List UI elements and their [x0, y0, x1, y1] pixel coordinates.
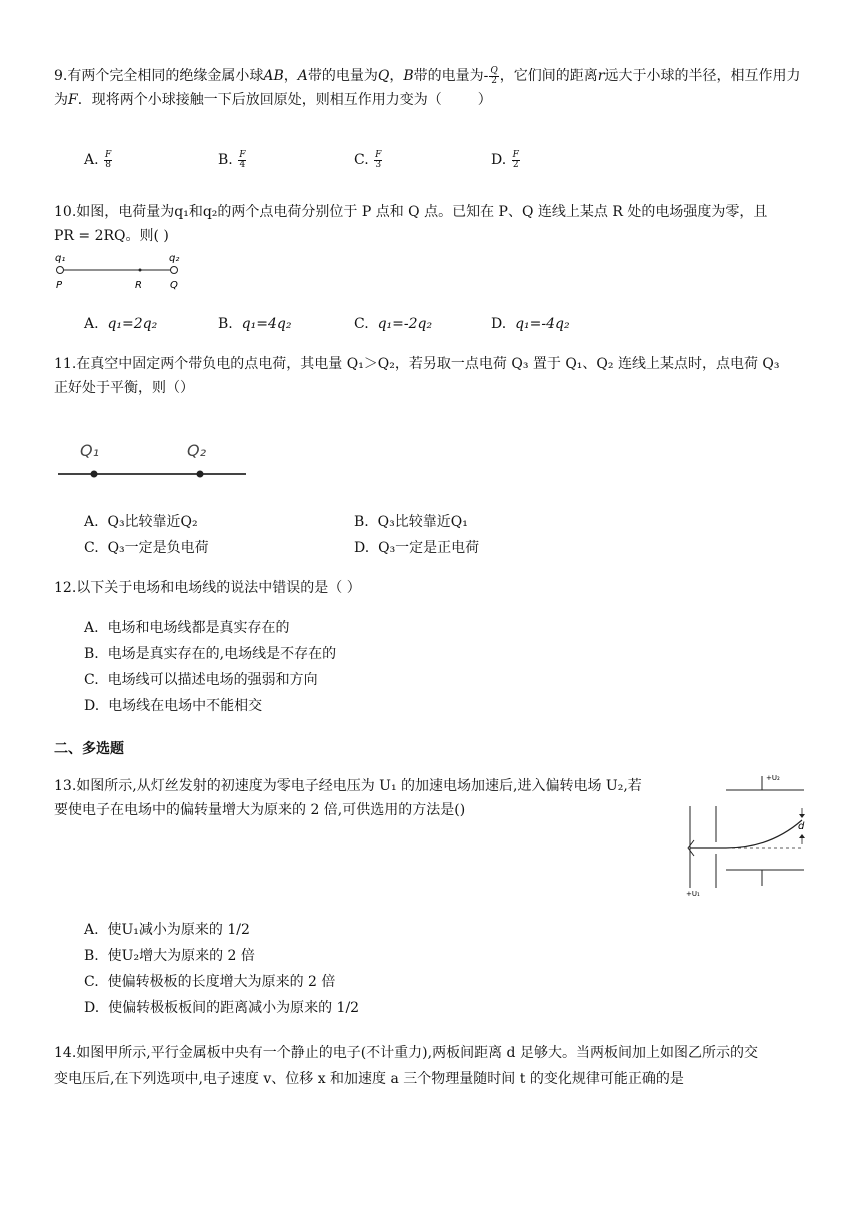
- q11-option-b[interactable]: B. Q₃比较靠近Q₁: [354, 514, 468, 530]
- section-heading: 二、多选题: [54, 741, 124, 757]
- question-14: 14.如图甲所示,平行金属板中央有一个静止的电子(不计重力),两板间距离 d 足够大。当两板间加上如图乙所示的交 变电压后,在下列选项中,电子速度 v、位移 x 和加速度 a 三个物理量随时间 t 的变化规律可能正确的是: [54, 1045, 758, 1087]
- q10-option-c[interactable]: C. q₁=-2q₂: [354, 316, 433, 332]
- q10-figure: [54, 250, 194, 294]
- q11-option-d[interactable]: D. Q₃一定是正电荷: [354, 540, 480, 556]
- q9-option-b[interactable]: B. $\frac{F}{4}$: [218, 149, 246, 170]
- question-number: 12.: [54, 580, 77, 596]
- q13-figure: [682, 768, 816, 898]
- charge-q1-dot: [91, 471, 98, 478]
- charge-p-dot: [57, 267, 64, 274]
- q13-option-a[interactable]: A. 使U₁减小为原来的 1/2: [84, 922, 250, 938]
- q9-option-a[interactable]: A. $\frac{F}{8}$: [84, 149, 112, 170]
- q9-option-d[interactable]: D. $\frac{F}{2}$: [491, 149, 519, 170]
- label-q2: q₂: [169, 253, 180, 264]
- question-11: 11.在真空中固定两个带负电的点电荷，其电量 Q₁＞Q₂，若另取一点电荷 Q₃ 置于 Q₁、Q₂ 连线上某点时，点电荷 Q₃ 正好处于平衡，则（）: [54, 356, 780, 396]
- label-q1: q₁: [55, 253, 66, 264]
- question-number: 9.: [54, 68, 68, 84]
- label-u2: +U₂: [766, 774, 780, 782]
- q13-option-b[interactable]: B. 使U₂增大为原来的 2 倍: [84, 948, 255, 964]
- q13-option-c[interactable]: C. 使偏转极板的长度增大为原来的 2 倍: [84, 974, 336, 990]
- label-r: R: [135, 280, 142, 291]
- q13-option-d[interactable]: D. 使偏转极板板间的距离减小为原来的 1/2: [84, 1000, 360, 1016]
- beam-curve: [726, 820, 802, 848]
- q10-option-a[interactable]: A. q₁=2q₂: [84, 316, 158, 332]
- label-p: P: [56, 280, 63, 291]
- question-9: 9.有两个完全相同的绝缘金属小球AB，A带的电量为Q，B带的电量为- $\frac{Q}{2}$ ，它们间的距离r远大于小球的半径，相互作用力为F．现将两个小球接触一下后放回原处，则相互作用力变为（ ）: [54, 65, 801, 108]
- charge-q-dot: [171, 267, 178, 274]
- q11-option-a[interactable]: A. Q₃比较靠近Q₂: [84, 514, 198, 530]
- q10-option-d[interactable]: D. q₁=-4q₂: [491, 316, 570, 332]
- label-d: d: [798, 821, 805, 832]
- question-number: 14.: [54, 1045, 77, 1061]
- q12-option-a[interactable]: A. 电场和电场线都是真实存在的: [84, 620, 290, 636]
- charge-q2-dot: [197, 471, 204, 478]
- d-arrowhead-bottom: [799, 834, 805, 838]
- fraction: $\frac{Q}{2}$: [490, 65, 498, 86]
- label-q: Q: [170, 280, 178, 291]
- q12-option-d[interactable]: D. 电场线在电场中不能相交: [84, 698, 263, 714]
- question-13: 13.如图所示,从灯丝发射的初速度为零电子经电压为 U₁ 的加速电场加速后,进入偏转电场 U₂,若 要使电子在电场中的偏转量增大为原来的 2 倍,可供选用的方法是(): [54, 778, 642, 818]
- q12-option-c[interactable]: C. 电场线可以描述电场的强弱和方向: [84, 672, 318, 688]
- question-10: 10.如图，电荷量为q₁和q₂的两个点电荷分别位于 P 点和 Q 点。已知在 P、Q 连线上某点 R 处的电场强度为零，且 PR = 2RQ。则( ): [54, 204, 768, 244]
- d-arrowhead-top: [799, 814, 805, 818]
- point-r-dot: [139, 269, 142, 272]
- q11-option-c[interactable]: C. Q₃一定是负电荷: [84, 540, 209, 556]
- label-u1: +U₁: [686, 890, 700, 898]
- label-q2: Q₂: [187, 441, 207, 460]
- question-12: 12.以下关于电场和电场线的说法中错误的是（ ）: [54, 580, 361, 596]
- q12-option-b[interactable]: B. 电场是真实存在的,电场线是不存在的: [84, 646, 337, 662]
- label-q1: Q₁: [80, 441, 100, 460]
- q10-option-b[interactable]: B. q₁=4q₂: [218, 316, 292, 332]
- question-number: 11.: [54, 356, 77, 372]
- q9-option-c[interactable]: C. $\frac{F}{3}$: [354, 149, 382, 170]
- q11-figure: [54, 436, 254, 486]
- question-number: 13.: [54, 778, 77, 794]
- question-number: 10.: [54, 204, 77, 220]
